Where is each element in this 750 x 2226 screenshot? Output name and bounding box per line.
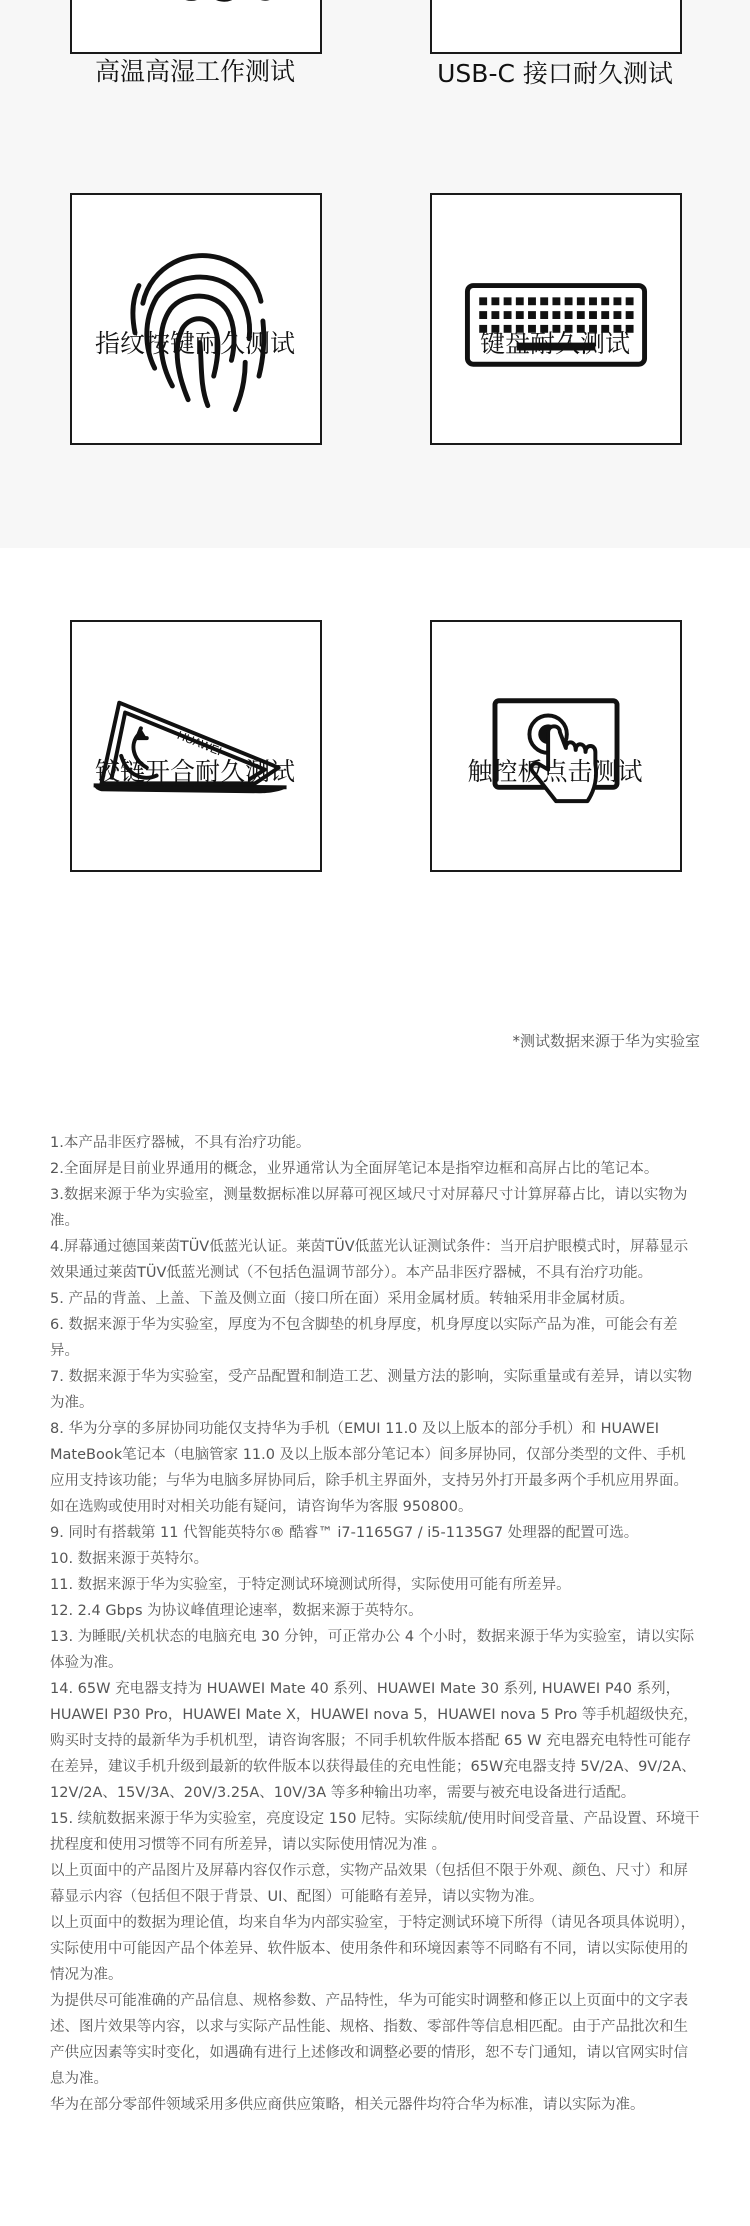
footnote-item: 9. 同时有搭载第 11 代智能英特尔® 酷睿™ i7-1165G7 / i5-1135G7 处理器的配置可选。: [50, 1525, 639, 1541]
keyboard-key: [601, 311, 609, 319]
usb-c-tile: [430, 0, 682, 54]
disclaimer-paragraph: 以上页面中的数据为理论值，均来自华为内部实验室，于特定测试环境下所得（请见各项具体说明），实际使用中可能因产品个体差异、软件版本、使用条件和环境因素等不同略有不同，请以实际使用的情况为准。: [50, 1915, 696, 1983]
keyboard-key: [577, 311, 585, 319]
footnote-item: 3.数据来源于华为实验室，测量数据标准以屏幕可视区域尺寸对屏幕尺寸计算屏幕占比，请以实物为准。: [50, 1187, 688, 1229]
keyboard-key: [626, 297, 634, 305]
footnote-item: 10. 数据来源于英特尔。: [50, 1551, 209, 1567]
test-label-fingerprint: 指纹按键耐久测试: [94, 329, 295, 358]
keyboard-key: [577, 297, 585, 305]
keyboard-key: [516, 297, 524, 305]
disclaimer-paragraph: 以上页面中的产品图片及屏幕内容仅作示意，实物产品效果（包括但不限于外观、颜色、尺寸）和屏幕显示内容（包括但不限于背景、UI、配图）可能略有差异，请以实物为准。: [50, 1863, 688, 1905]
footnotes: [50, 1130, 700, 1858]
footnote-item: 7. 数据来源于华为实验室，受产品配置和制造工艺、测量方法的影响，实际重量或有差异，请以实物为准。: [50, 1369, 692, 1411]
keyboard-key: [504, 311, 512, 319]
test-label-hinge: 铰链开合耐久测试: [94, 757, 295, 786]
keyboard-icon: [432, 195, 680, 443]
source-note: *测试数据来源于华为实验室: [512, 1032, 700, 1050]
keyboard-key: [613, 297, 621, 305]
disclaimer-paragraph: 华为在部分零部件领域采用多供应商供应策略，相关元器件均符合华为标准，请以实际为准。: [50, 2097, 645, 2113]
footnote-item: 2.全面屏是目前业界通用的概念，业界通常认为全面屏笔记本是指窄边框和高屏占比的笔记本。: [50, 1161, 659, 1177]
test-label-usb-c: USB-C 接口耐久测试: [437, 59, 673, 88]
keyboard-key: [491, 311, 499, 319]
disclaimer: [50, 1858, 700, 2118]
footnote-item: 12. 2.4 Gbps 为协议峰值理论速率，数据来源于英特尔。: [50, 1603, 423, 1619]
keyboard-key: [479, 311, 487, 319]
keyboard-key: [589, 297, 597, 305]
temperature-icon: [72, 0, 320, 52]
test-label-touchpad: 触控板点击测试: [467, 757, 643, 786]
keyboard-key: [565, 311, 573, 319]
keyboard-key: [540, 311, 548, 319]
touchpad-tile: [430, 620, 682, 872]
keyboard-key: [613, 311, 621, 319]
test-label-temperature: 高温高湿工作测试: [94, 57, 295, 86]
fingerprint-icon: [72, 195, 320, 443]
keyboard-key: [565, 297, 573, 305]
usb-c-port-icon: [432, 0, 680, 52]
keyboard-key: [528, 311, 536, 319]
hinge-tile: [70, 620, 322, 872]
keyboard-key: [504, 297, 512, 305]
footnote-item: 14. 65W 充电器支持为 HUAWEI Mate 40 系列、HUAWEI Mate 30 系列, HUAWEI P40 系列，HUAWEI P30 Pro，HUAWEI Mate X，HUAWEI nova 5，HUAWEI nova 5 Pro 等手机超级快充，购买时支持的最新华为手机机型，请咨询客服；不同手机软件版本搭配 65 W 充电器充电特性可能存在差异，建议手机升级到最新的软件版本以获得最佳的充电性能；65W充电器支持 5V/2A、9V/2A、12V/2A、15V/3A、20V/3.25A、10V/3A 等多种输出功率，需要与被充电设备进行适配。: [50, 1681, 698, 1801]
test-label-keyboard: 键盘耐久测试: [479, 329, 630, 358]
keyboard-key: [540, 297, 548, 305]
laptop-brand-text: HUAWEI: [175, 727, 224, 759]
touchpad-tap-icon: [432, 622, 680, 870]
footnote-item: 15. 续航数据来源于华为实验室，亮度设定 150 尼特。实际续航/使用时间受音量、产品设置、环境干扰程度和使用习惯等不同有所差异，请以实际使用情况为准 。: [50, 1811, 700, 1853]
footnote-item: 8. 华为分享的多屏协同功能仅支持华为手机（EMUI 11.0 及以上版本的部分手机）和 HUAWEI MateBook笔记本（电脑管家 11.0 及以上版本部分笔记本）间多屏协同，仅部分类型的文件、手机应用支持该功能；与华为电脑多屏协同后，除手机主界面外，支持另外打开最多两个手机应用界面。如在选购或使用时对相关功能有疑问，请咨询华为客服 950800。: [50, 1421, 688, 1515]
keyboard-key: [491, 297, 499, 305]
footnote-item: 4.屏幕通过德国莱茵TÜV低蓝光认证。莱茵TÜV低蓝光认证测试条件：当开启护眼模式时，屏幕显示效果通过莱茵TÜV低蓝光测试（不包括色温调节部分）。本产品非医疗器械，不具有治疗功能。: [50, 1239, 689, 1281]
keyboard-key: [516, 311, 524, 319]
keyboard-key: [601, 297, 609, 305]
keyboard-key: [528, 297, 536, 305]
keyboard-tile: [430, 193, 682, 445]
keyboard-key: [479, 297, 487, 305]
footnote-item: 13. 为睡眠/关机状态的电脑充电 30 分钟，可正常办公 4 个小时，数据来源于华为实验室，请以实际体验为准。: [50, 1629, 695, 1671]
high-temp-humidity-tile: [70, 0, 322, 54]
disclaimer-paragraph: 为提供尽可能准确的产品信息、规格参数、产品特性，华为可能实时调整和修正以上页面中的文字表述、图片效果等内容，以求与实际产品性能、规格、指数、零部件等信息相匹配。由于产品批次和生产供应因素等实时变化，如遇确有进行上述修改和调整必要的情形，恕不专门通知，请以官网实时信息为准。: [50, 1993, 688, 2087]
keyboard-key: [589, 311, 597, 319]
laptop-hinge-icon: [72, 622, 320, 870]
footnote-item: 5. 产品的背盖、上盖、下盖及侧立面（接口所在面）采用金属材质。转轴采用非金属材质。: [50, 1291, 634, 1307]
keyboard-key: [552, 297, 560, 305]
footnote-item: 1.本产品非医疗器械，不具有治疗功能。: [50, 1135, 311, 1151]
keyboard-key: [552, 311, 560, 319]
keyboard-key: [626, 311, 634, 319]
fingerprint-tile: [70, 193, 322, 445]
footnote-item: 11. 数据来源于华为实验室，于特定测试环境测试所得，实际使用可能有所差异。: [50, 1577, 571, 1593]
footnote-item: 6. 数据来源于华为实验室，厚度为不包含脚垫的机身厚度，机身厚度以实际产品为准，可能会有差异。: [50, 1317, 678, 1359]
